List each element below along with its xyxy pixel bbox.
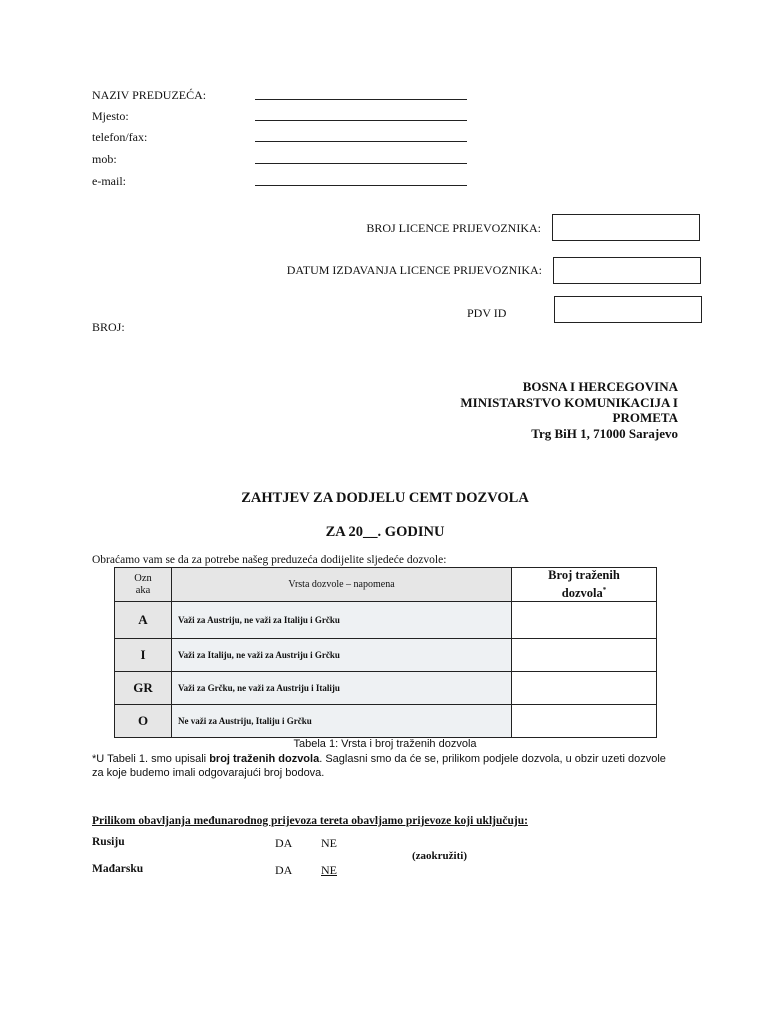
table-row — [115, 602, 657, 639]
phone-fax-line[interactable] — [255, 141, 467, 142]
permit-description: Ne važi za Austriju, Italiju i Grčku — [172, 705, 512, 738]
permit-code: GR — [115, 672, 172, 705]
header-code-line2: aka — [135, 584, 151, 596]
circle-hint: (zaokružiti) — [412, 850, 467, 862]
recipient-address — [460, 379, 678, 441]
table-footnote — [92, 752, 678, 780]
license-number-box[interactable] — [552, 214, 700, 241]
permit-code: I — [115, 639, 172, 672]
broj-label: BROJ: — [92, 320, 125, 334]
address-line-4: Trg BiH 1, 71000 Sarajevo — [531, 425, 678, 441]
permit-code: A — [115, 602, 172, 639]
country-russia: Rusiju — [92, 836, 125, 848]
header-count-line1: Broj traženih — [548, 568, 620, 582]
address-line-2: MINISTARSTVO KOMUNIKACIJA I — [460, 394, 678, 410]
international-heading: Prilikom obavljanja međunarodnog prijevoza tereta obavljamo prijevoze koji uključuju: — [92, 815, 528, 827]
russia-yes-option[interactable]: DA — [275, 836, 293, 850]
header-code-line1: Ozn — [134, 572, 152, 584]
header-type: Vrsta dozvole – napomena — [172, 568, 512, 602]
permit-description: Važi za Italiju, ne važi za Austriju i Grčku — [172, 639, 512, 672]
table-header-row — [115, 568, 657, 602]
company-name-label: NAZIV PREDUZEĆA: — [92, 88, 207, 102]
license-date-label: DATUM IZDAVANJA LICENCE PRIJEVOZNIKA: — [286, 263, 542, 277]
country-hungary: Mađarsku — [92, 863, 144, 875]
note-before: *U Tabeli 1. smo upisali — [92, 753, 210, 765]
mobile-label: mob: — [92, 152, 117, 166]
pdv-id-box[interactable] — [554, 296, 702, 323]
russia-no-option[interactable]: NE — [321, 836, 337, 850]
table-row — [115, 672, 657, 705]
table-caption: Tabela 1: Vrsta i broj traženih dozvola — [293, 738, 477, 750]
table-row — [115, 705, 657, 738]
permit-description: Važi za Grčku, ne važi za Austriju i Italiju — [172, 672, 512, 705]
document-subtitle: ZA 20__. GODINU — [325, 524, 445, 540]
table-row — [115, 639, 657, 672]
hungary-no-option[interactable]: NE — [321, 863, 337, 877]
license-date-box[interactable] — [553, 257, 701, 284]
header-count — [512, 568, 657, 602]
permit-count-input[interactable] — [512, 639, 657, 672]
note-after: . Saglasni smo da će se, prilikom podjele dozvola, u obzir uzeti dozvole za koje budemo imali odgovarajući broj bodova. — [92, 753, 666, 779]
email-label: e-mail: — [92, 174, 126, 188]
permits-table — [114, 567, 657, 738]
license-number-label: BROJ LICENCE PRIJEVOZNIKA: — [366, 221, 541, 235]
permit-code: O — [115, 705, 172, 738]
company-name-line[interactable] — [255, 99, 467, 100]
place-label: Mjesto: — [92, 109, 129, 123]
address-line-1: BOSNA I HERCEGOVINA — [522, 379, 678, 394]
header-count-text: dozvola — [561, 586, 603, 601]
place-line[interactable] — [255, 120, 467, 121]
permit-description: Važi za Austriju, ne važi za Italiju i Grčku — [172, 602, 512, 639]
header-code — [115, 568, 172, 602]
hungary-yes-option[interactable]: DA — [275, 863, 293, 877]
note-bold: broj traženih dozvola — [209, 753, 320, 765]
document-title: ZAHTJEV ZA DODJELU CEMT DOZVOLA — [241, 490, 529, 506]
email-line[interactable] — [255, 185, 467, 186]
phone-fax-label: telefon/fax: — [92, 130, 148, 144]
mobile-line[interactable] — [255, 163, 467, 164]
permit-count-input[interactable] — [512, 672, 657, 705]
intro-text: Obraćamo vam se da za potrebe našeg preduzeća dodijelite sljedeće dozvole: — [92, 554, 447, 566]
header-count-asterisk: * — [602, 586, 607, 594]
pdv-id-label: PDV ID — [467, 306, 507, 320]
address-line-3: PROMETA — [612, 410, 678, 425]
permit-count-input[interactable] — [512, 705, 657, 738]
header-count-line2 — [512, 583, 656, 601]
permit-count-input[interactable] — [512, 602, 657, 639]
